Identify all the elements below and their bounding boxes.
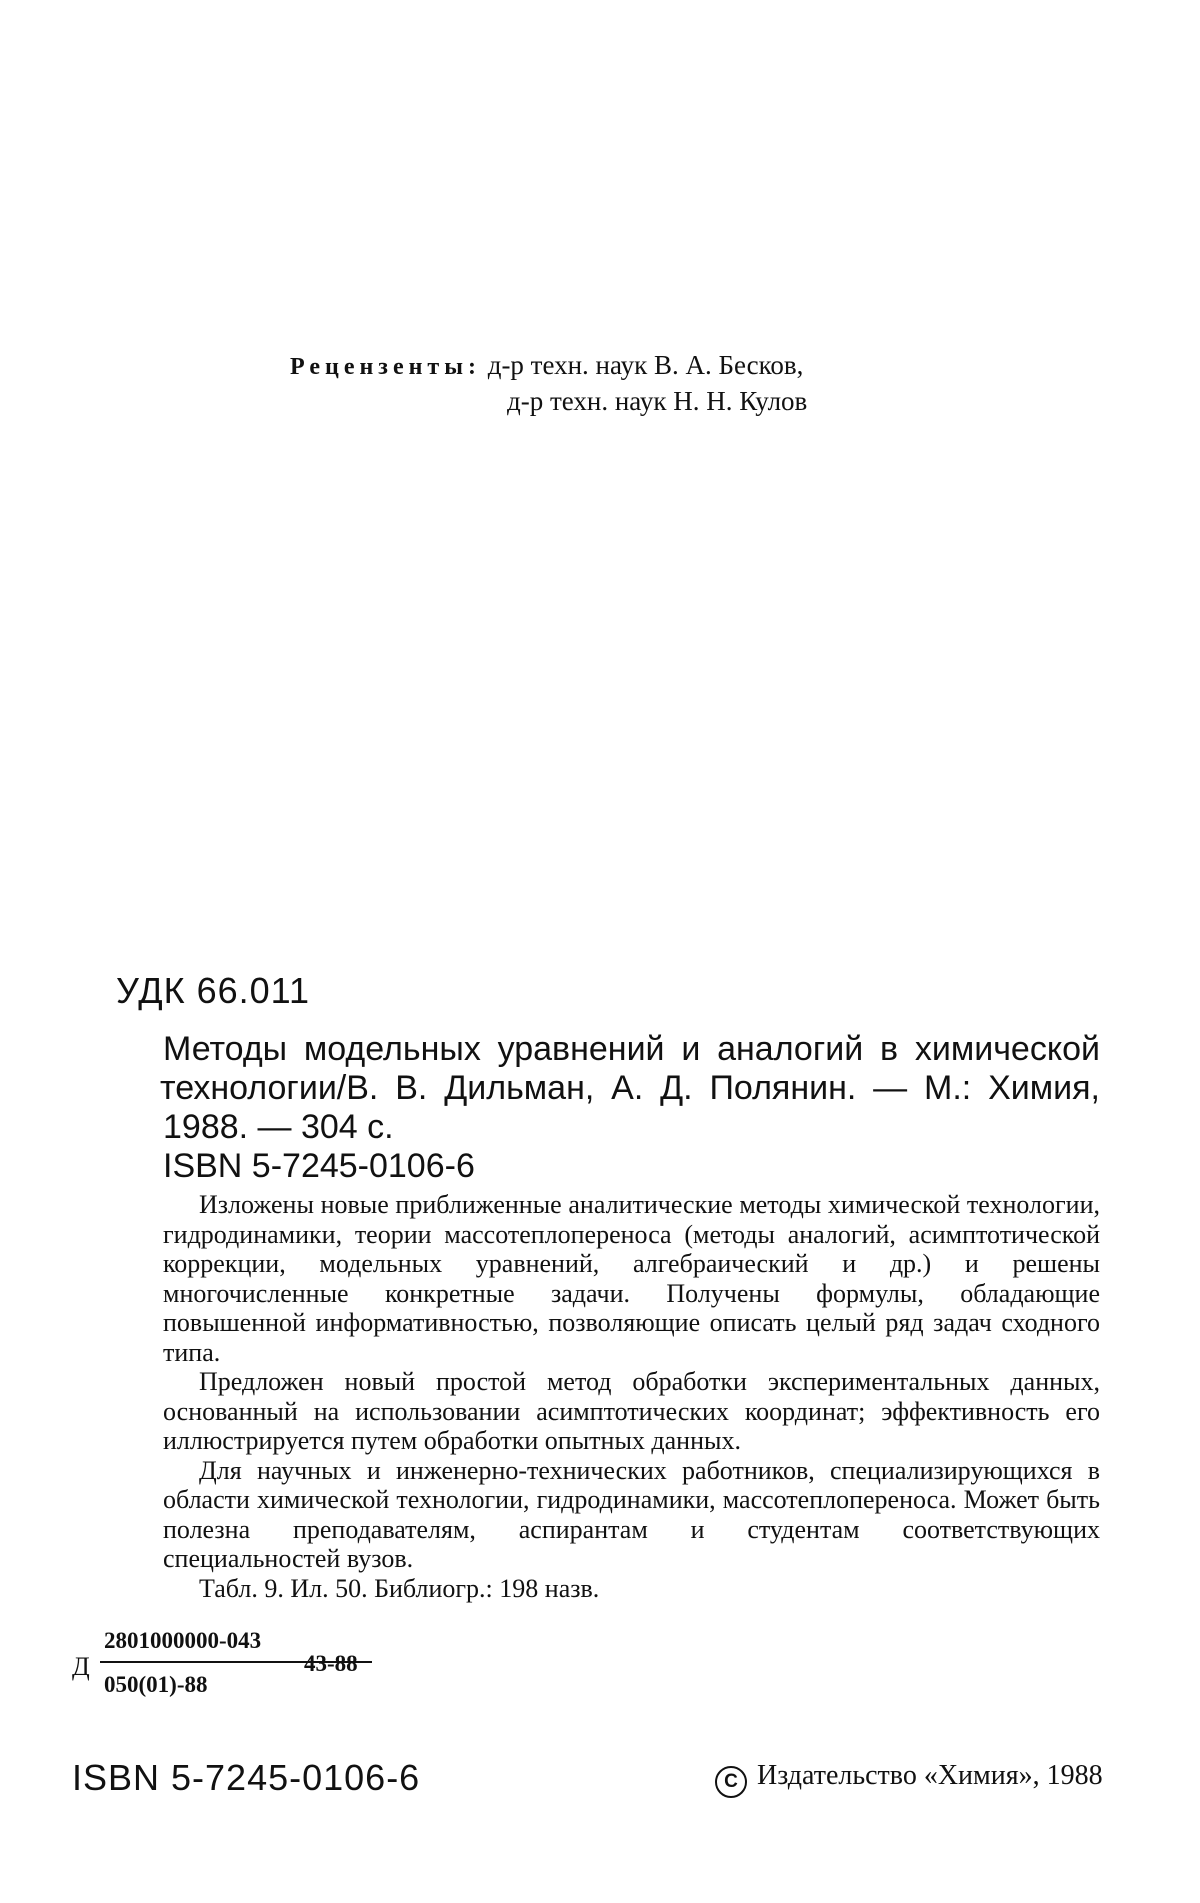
bibliographic-description [160,1030,1100,1186]
biblio-isbn: ISBN 5-7245-0106-6 [163,1147,475,1185]
biblio-line-1: Методы модельных уравнений и аналогий в химической [163,1030,1100,1068]
catalog-denominator: 050(01)-88 [104,1672,208,1697]
reviewers-row-1 [290,348,807,384]
reviewer-first: д-р техн. наук В. А. Бесков, [487,350,804,380]
biblio-line-2: технологии/В. В. Дильман, А. Д. Полянин. — М.: Химия, [160,1069,1100,1107]
catalog-index [72,1628,392,1708]
udk-code: УДК 66.011 [116,970,311,1011]
biblio-line-3: 1988. — 304 с. [163,1108,394,1146]
annotation-counts: Табл. 9. Ил. 50. Библиогр.: 198 назв. [199,1573,600,1603]
copyright-icon: C [715,1766,747,1798]
copyright-line [715,1760,1103,1798]
catalog-letter: Д [72,1652,90,1681]
annotation-paragraph-1: Изложены новые приближенные аналитические методы химической технологии, гидродинамики, теории массотеплопереноса (методы аналогий, асимптотической коррекции, модельных уравнений, алгебраический и др.) и решены многочисленные конкретные задачи. Получены формулы, обладающие повышенной информативностью, позволяющие описать целый ряд задач сходного типа. [163,1190,1100,1367]
copyright-text: Издательство «Химия», 1988 [757,1760,1103,1791]
catalog-suffix: 43-88 [304,1651,358,1676]
annotation-paragraph-3: Для научных и инженерно-технических работников, специализирующихся в области химической технологии, гидродинамики, массотеплопереноса. Может быть полезна преподавателям, аспирантам и студентам соответствующих специальностей вузов. [163,1455,1100,1573]
reviewers-label: Рецензенты: [290,354,481,380]
annotation [163,1190,1100,1603]
annotation-paragraph-2: Предложен новый простой метод обработки экспериментальных данных, основанный на использовании асимптотических координат; эффективность его иллюстрируется путем обработки опытных данных. [163,1367,1100,1455]
catalog-numerator: 2801000000-043 [104,1628,262,1653]
reviewers-block [290,348,807,418]
reviewer-second: д-р техн. наук Н. Н. Кулов [507,386,808,416]
reviewers-row-2 [290,384,807,418]
footer-isbn: ISBN 5-7245-0106-6 [72,1757,421,1798]
